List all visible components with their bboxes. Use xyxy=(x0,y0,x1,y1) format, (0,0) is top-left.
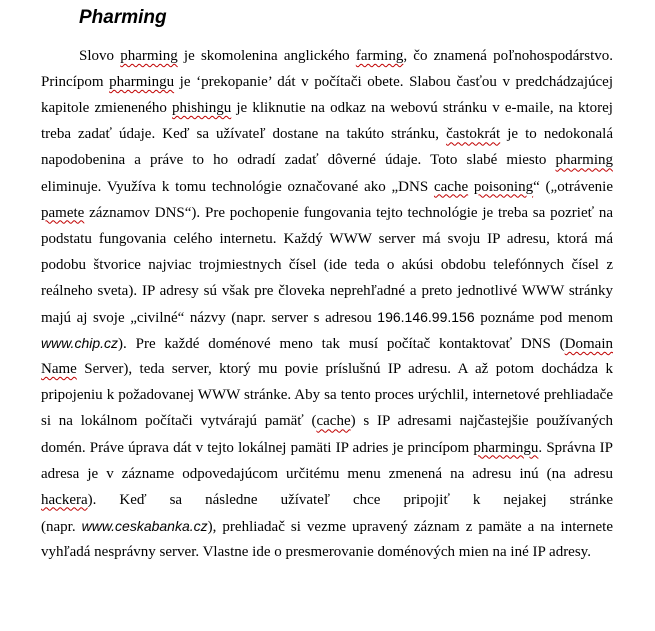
text-run: domén. Práve úprava dát v tejto lokálnej pamäti IP adries je princípom xyxy=(41,439,474,456)
text-line xyxy=(41,150,613,170)
text-run: Princípom xyxy=(41,74,110,91)
text-run: je skomolenina anglického xyxy=(177,48,356,64)
text-run: je to nedokonalá xyxy=(500,126,613,143)
text-run: podstatu fungovania celého internetu. Každý WWW server má svoju IP adresu, ktorá má xyxy=(41,230,613,247)
spellcheck-flagged-word: Name xyxy=(41,361,77,378)
spellcheck-flagged-word: farming xyxy=(355,48,404,64)
text-line xyxy=(41,490,613,510)
spellcheck-flagged-word: phishingu xyxy=(172,100,232,117)
text-run: reálneho sveta). IP adresy sú však pre človeka neprehľadné a preto jednotlivé WWW stránky xyxy=(41,282,613,299)
text-run: ). Pre každé doménové meno tak musí počítač kontaktovať DNS ( xyxy=(118,336,565,353)
text-run: (napr. xyxy=(41,518,82,535)
spellcheck-flagged-word: cache xyxy=(433,178,469,195)
text-run: eliminuje. Využíva k tomu technológie označované ako „DNS xyxy=(41,178,434,195)
text-line xyxy=(79,46,613,66)
text-run: podobu štvorice najviac trojmiestnych čísel (ide teda o akúsi obdobu telefónnych čísel z xyxy=(41,256,613,273)
text-run: “ („otrávenie xyxy=(533,178,614,195)
text-line xyxy=(41,385,613,405)
text-run: kapitole zmieneného xyxy=(41,100,173,117)
text-run: je kliknutie na odkaz na webovú stránku v e-maile, na ktorej xyxy=(231,100,613,117)
text-line xyxy=(41,438,613,458)
text-line xyxy=(41,98,613,118)
text-line xyxy=(41,177,613,197)
text-run: ) s IP adresami najčastejšie používaných xyxy=(350,413,613,430)
text-line xyxy=(41,516,613,537)
text-run: . Správna IP xyxy=(538,439,613,456)
ip-address-text: 196.146.99.156 xyxy=(377,309,475,325)
text-line xyxy=(41,464,613,484)
text-run: Slovo xyxy=(79,48,121,64)
text-line xyxy=(41,124,613,144)
spellcheck-flagged-word: hackera xyxy=(41,491,88,508)
text-line xyxy=(41,203,613,223)
text-run: ). Keď sa následne užívateľ chce pripojiť k nejakej stránke xyxy=(87,491,613,508)
spellcheck-flagged-word: pharming xyxy=(555,152,613,169)
url-text: www.ceskabanka.cz xyxy=(81,517,208,534)
text-run: poznáme pod menom xyxy=(474,310,613,326)
spellcheck-flagged-word: Domain xyxy=(564,336,613,353)
text-run: záznamov DNS“). Pre pochopenie fungovania tejto technológie je treba sa pozrieť na xyxy=(84,204,613,221)
text-line xyxy=(41,411,613,431)
spellcheck-flagged-word: poisoning xyxy=(473,178,534,195)
text-run: napodobenina a práve to ho odradí zadať dôverné údaje. Toto slabé miesto xyxy=(41,152,556,169)
text-line xyxy=(41,307,613,328)
text-run: majú aj svoje „civilné“ názvy (napr. server s adresou xyxy=(41,310,378,326)
text-line xyxy=(41,542,613,562)
text-run: ), prehliadač si vezme upravený záznam z pamäte a na internete xyxy=(207,518,613,535)
text-line xyxy=(41,359,613,379)
spellcheck-flagged-word: pharming xyxy=(120,48,178,64)
spellcheck-flagged-word: pharmingu xyxy=(109,74,175,91)
text-run: Server), teda server, ktorý mu povie príslušnú IP adresu. A až potom dochádza k xyxy=(76,361,613,378)
text-line xyxy=(41,333,613,354)
text-run: pripojeniu k požadovanej WWW stránke. Aby sa tento proces urýchlil, internetové prehliadače xyxy=(41,387,613,404)
text-run: si na lokálnom počítači vytvárajú pamäť ( xyxy=(41,413,317,430)
text-line xyxy=(41,281,613,301)
spellcheck-flagged-word: častokrát xyxy=(446,126,501,143)
spellcheck-flagged-word: cache xyxy=(316,413,351,430)
text-run: treba zadať údaje. Keď sa užívateľ dostane na takúto stránku, xyxy=(41,126,447,143)
text-run: vyhľadá nesprávny server. Vlastne ide o presmerovanie doménových mien na iné IP adresy. xyxy=(41,543,591,560)
text-run: , čo znamená poľnohospodárstvo. xyxy=(403,48,613,64)
text-run: adresa je v zázname odpovedajúcom určitému menu zmenená na adresu inú (na adresu xyxy=(41,465,613,482)
text-line xyxy=(41,229,613,249)
document-heading: Pharming xyxy=(79,7,167,28)
spellcheck-flagged-word: pamete xyxy=(41,204,85,221)
url-text: www.chip.cz xyxy=(41,335,119,352)
text-run: je ‘prekopanie’ dát v počítači obete. Slabou časťou v predchádzajúcej xyxy=(174,74,613,91)
spellcheck-flagged-word: pharmingu xyxy=(473,439,539,456)
text-line xyxy=(41,255,613,275)
text-line xyxy=(41,72,613,92)
